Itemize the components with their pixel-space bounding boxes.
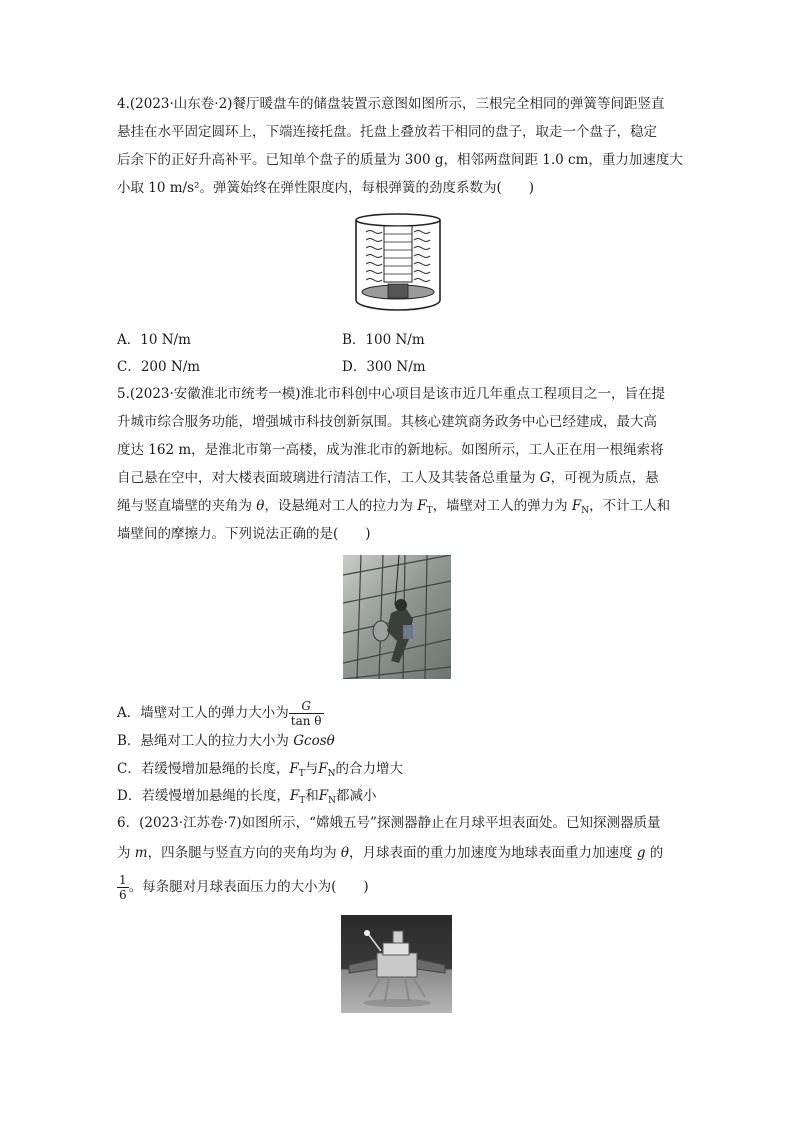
- q5-line-4-tail: ，可视为质点，悬: [550, 470, 659, 486]
- q5-line-6: 墙壁间的摩擦力。下列说法正确的是( ): [117, 526, 371, 542]
- q5-option-b[interactable]: [117, 731, 335, 751]
- q5-option-d-text: D．若缓慢增加悬绳的长度，: [117, 788, 290, 804]
- q6-symbol-theta: θ: [340, 845, 350, 861]
- q6-line-2-a: 为: [117, 845, 135, 861]
- window-cleaner-photo: [343, 555, 451, 679]
- q5-line-2: 升城市综合服务功能，增强城市科技创新氛围。其核心建筑商务政务中心已经建成，最大高: [117, 414, 657, 430]
- q5-option-c-sub-n: N: [327, 769, 336, 779]
- subscript-t: T: [426, 506, 433, 516]
- q5-line-5-c: ，墙壁对工人的弹力为: [432, 498, 572, 514]
- q5-line-4: [117, 468, 659, 488]
- q5-line-5: [117, 496, 670, 521]
- symbol-m: m: [134, 845, 148, 861]
- q5-line-1: 5.(2023·安徽淮北市统考一模)淮北市科创中心项目是该市近几年重点工程项目之一，旨在提: [117, 386, 666, 402]
- q6-line-3-text: 。每条腿对月球表面压力的大小为( ): [128, 879, 369, 895]
- plate-storage-figure: [352, 212, 444, 314]
- q6-line-2: [117, 843, 663, 863]
- one-sixth-numerator: 1: [119, 873, 127, 887]
- q5-option-d-mid: 和: [305, 788, 319, 804]
- q5-line-5-b: ，设悬绳对工人的拉力为: [264, 498, 418, 514]
- q5-option-d[interactable]: [117, 786, 376, 811]
- symbol-fn: F: [571, 498, 582, 514]
- q5-line-5-d: ，不计工人和: [589, 498, 671, 514]
- q5-option-c-suffix: 的合力增大: [335, 761, 403, 777]
- q6-line-2-b: ，四条腿与竖直方向的夹角均为: [147, 845, 341, 861]
- q5-option-d-fn: F: [318, 788, 329, 804]
- q5-line-4-text: 自己悬在空中，对大楼表面玻璃进行清洁工作，工人及其装备总重量为: [117, 470, 540, 486]
- q5-option-c-mid: 与: [304, 761, 319, 777]
- symbol-g: G: [539, 470, 551, 486]
- q4-option-b[interactable]: B．100 N/m: [342, 332, 425, 348]
- q5-option-d-sub-t: T: [299, 796, 306, 806]
- q5-option-a-text: A．墙壁对工人的弹力大小为: [117, 705, 289, 721]
- symbol-theta: θ: [256, 498, 265, 514]
- one-sixth-denominator: 6: [119, 888, 127, 902]
- symbol-g-lower: g: [636, 845, 646, 861]
- q4-option-a[interactable]: A．10 N/m: [117, 332, 191, 348]
- q4-line-2: 悬挂在水平固定圆环上，下端连接托盘。托盘上叠放若干相同的盘子，取走一个盘子，稳定: [117, 124, 657, 140]
- fraction-one-sixth: [117, 873, 129, 902]
- fraction-denominator: tan θ: [290, 714, 322, 728]
- symbol-ft: F: [417, 498, 427, 514]
- q6-line-3: [117, 870, 369, 904]
- q5-option-c[interactable]: [117, 759, 403, 784]
- q5-option-c-sub-t: T: [298, 769, 305, 779]
- q5-option-b-text: B．悬绳对工人的拉力大小为: [117, 733, 294, 749]
- q4-line-3: 后余下的正好升高补平。已知单个盘子的质量为 300 g，相邻两盘间距 1.0 cm，重力加速度大: [117, 152, 683, 168]
- lunar-lander-photo: [341, 915, 452, 1013]
- q5-option-b-theta: θ: [326, 733, 335, 749]
- q5-option-a[interactable]: [117, 696, 324, 730]
- fraction-g-over-tan-theta: [289, 699, 324, 728]
- q5-option-d-ft: F: [289, 788, 300, 804]
- q5-option-d-sub-n: N: [328, 796, 336, 806]
- q4-line-4: 小取 10 m/s²。弹簧始终在弹性限度内，每根弹簧的劲度系数为( ): [117, 180, 534, 196]
- q4-option-c[interactable]: C．200 N/m: [117, 359, 201, 375]
- q4-option-d[interactable]: D．300 N/m: [342, 359, 426, 375]
- q5-option-c-ft: F: [289, 761, 299, 777]
- q5-line-3: 度达 162 m，是淮北市第一高楼，成为淮北市的新地标。如图所示，工人正在用一根绳索将: [117, 442, 664, 458]
- q4-line-1: 4.(2023·山东卷·2)餐厅暖盘车的储盘装置示意图如图所示，三根完全相同的弹簧等间距竖直: [117, 96, 665, 112]
- q5-option-c-text: C．若缓慢增加悬绳的长度，: [117, 761, 290, 777]
- q5-option-c-fn: F: [318, 761, 328, 777]
- q5-option-b-expr: Gcos: [293, 733, 327, 749]
- q6-line-2-c: ，月球表面的重力加速度为地球表面重力加速度: [349, 845, 637, 861]
- q5-option-d-suffix: 都减小: [335, 788, 377, 804]
- fraction-numerator: G: [289, 699, 324, 714]
- q5-line-5-a: 绳与竖直墙壁的夹角为: [117, 498, 257, 514]
- subscript-n: N: [581, 506, 590, 516]
- q6-line-1: 6．(2023·江苏卷·7)如图所示，“嫦娥五号”探测器静止在月球平坦表面处。已知探测器质量: [117, 815, 661, 831]
- q6-line-2-d: 的: [645, 845, 664, 861]
